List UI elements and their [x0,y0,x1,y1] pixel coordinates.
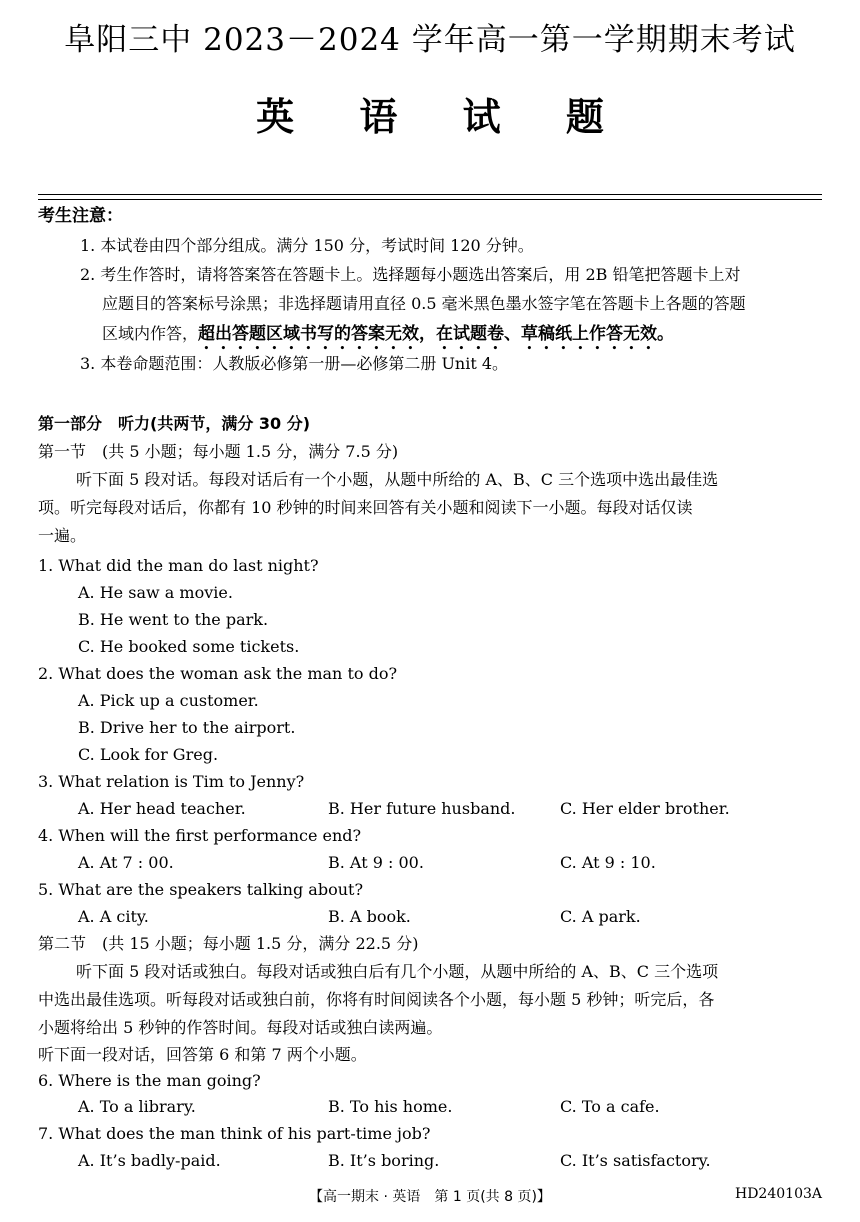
header-rule-top [38,194,822,195]
question-7: 7. What does the man think of his part-time job? [38,1124,431,1143]
question-3: 3. What relation is Tim to Jenny? [38,772,305,791]
notice-item-3: 3. 本卷命题范围：人教版必修第一册—必修第二册 Unit 4。 [80,354,509,373]
question-1: 1. What did the man do last night? [38,556,319,575]
notice-item-2-plain: 区域内作答， [102,324,199,343]
section1-instruction-line-2: 项。听完每段对话后，你都有 10 秒钟的时间来回答有关小题和阅读下一小题。每段对话仅读 [38,498,693,517]
header-rule-bottom [38,199,822,200]
question-7-option-c: C. It’s satisfactory. [560,1151,711,1170]
question-6: 6. Where is the man going? [38,1071,261,1090]
question-1-option-c: C. He booked some tickets. [78,637,300,656]
question-3-option-b: B. Her future husband. [328,799,516,818]
notice-item-2-line-3 [102,320,674,347]
section2-instruction-line-2: 中选出最佳选项。听每段对话或独白前，你将有时间阅读各个小题，每小题 5 秒钟；听完后，各 [38,990,715,1009]
notice-item-2-line-2: 应题目的答案标号涂黑；非选择题请用直径 0.5 毫米黑色墨水签字笔在答题卡上各题的答题 [102,294,746,313]
notice-item-1: 1. 本试卷由四个部分组成。满分 150 分，考试时间 120 分钟。 [80,236,534,255]
question-3-option-a: A. Her head teacher. [78,799,246,818]
document-code: HD240103A [735,1186,822,1202]
question-5-option-a: A. A city. [78,907,149,926]
question-2-option-a: A. Pick up a customer. [78,691,259,710]
notice-warning: 超出答题区域书写的答案无效，在试题卷、草稿纸上作答无效。 [198,324,675,344]
question-4-option-b: B. At 9 : 00. [328,853,424,872]
question-6-option-b: B. To his home. [328,1097,453,1116]
section1-heading: 第一节 (共 5 小题；每小题 1.5 分，满分 7.5 分) [38,442,399,461]
question-5-option-c: C. A park. [560,907,641,926]
dialog-intro-6-7: 听下面一段对话，回答第 6 和第 7 两个小题。 [38,1045,367,1064]
question-4-option-a: A. At 7 : 00. [78,853,174,872]
notice-heading: 考生注意： [38,206,123,226]
page-footer: 【高一期末 · 英语 第 1 页(共 8 页)】 [309,1189,551,1205]
question-5: 5. What are the speakers talking about? [38,880,364,899]
question-3-option-c: C. Her elder brother. [560,799,730,818]
section1-instruction-line-3: 一遍。 [38,526,87,545]
part1-heading: 第一部分 听力(共两节，满分 30 分) [38,414,311,433]
exam-title: 阜阳三中 2023－2024 学年高一第一学期期末考试 [64,22,796,58]
question-7-option-a: A. It’s badly-paid. [78,1151,221,1170]
question-4-option-c: C. At 9 : 10. [560,853,656,872]
section2-instruction-line-1: 听下面 5 段对话或独白。每段对话或独白后有几个小题，从题中所给的 A、B、C 三个选项 [76,962,719,981]
question-5-option-b: B. A book. [328,907,411,926]
question-6-option-c: C. To a cafe. [560,1097,660,1116]
notice-item-2-line-1: 2. 考生作答时，请将答案答在答题卡上。选择题每小题选出答案后，用 2B 铅笔把答题卡上对 [80,265,741,284]
section2-heading: 第二节 (共 15 小题；每小题 1.5 分，满分 22.5 分) [38,934,419,953]
question-1-option-a: A. He saw a movie. [78,583,233,602]
section2-instruction-line-3: 小题将给出 5 秒钟的作答时间。每段对话或独白读两遍。 [38,1018,443,1037]
question-6-option-a: A. To a library. [78,1097,196,1116]
question-2-option-c: C. Look for Greg. [78,745,219,764]
section1-instruction-line-1: 听下面 5 段对话。每段对话后有一个小题，从题中所给的 A、B、C 三个选项中选出最佳选 [76,470,719,489]
question-7-option-b: B. It’s boring. [328,1151,440,1170]
subject-title: 英 语 试 题 [256,95,630,139]
question-2-option-b: B. Drive her to the airport. [78,718,296,737]
question-4: 4. When will the first performance end? [38,826,362,845]
question-1-option-b: B. He went to the park. [78,610,269,629]
question-2: 2. What does the woman ask the man to do? [38,664,398,683]
